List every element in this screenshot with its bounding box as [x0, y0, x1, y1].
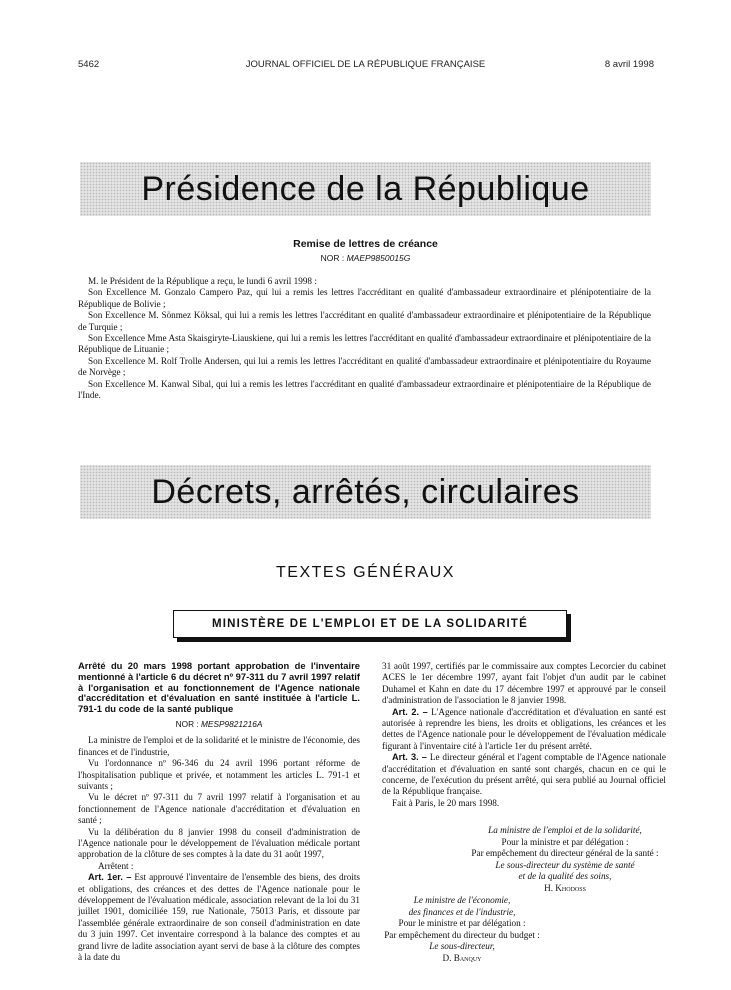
paragraph: Son Excellence M. Sönmez Köksal, qui lui a remis les lettres l'accréditant en qualité d'ambassadeur extraordinaire et plénipotentiaire de la République de Turquie ;	[78, 310, 651, 332]
presidence-title: Remise de lettres de créance	[293, 238, 438, 250]
ministry-title: MINISTÈRE DE L'EMPLOI ET DE LA SOLIDARITÉ	[211, 618, 529, 630]
nor-value: MAEP9850015G	[346, 253, 411, 263]
arrete-right-column	[382, 661, 666, 809]
paragraph: M. le Président de la République a reçu, le lundi 6 avril 1998 :	[88, 276, 317, 286]
paragraph: Vu l'ordonnance nº 96-346 du 24 avril 1996 portant réforme de l'hospitalisation publique et privée, et notamment les articles L. 791-1 et suivants ;	[78, 758, 360, 792]
article-label: Art. 1er. –	[88, 872, 132, 883]
signature-line: Pour la ministre et par délégation :	[501, 836, 629, 847]
signature-block-1	[440, 825, 690, 895]
nor-value: MESP9821216A	[201, 718, 263, 729]
journal-title: JOURNAL OFFICIEL DE LA RÉPUBLIQUE FRANÇAISE	[245, 59, 486, 70]
presidence-body	[78, 276, 651, 401]
paragraph: Vu la délibération du 8 janvier 1998 du conseil d'administration de l'Agence nationale pour le développement de l'évaluation médicale portant approbation de la clôture de ses comptes à la date du 31 août 1997,	[78, 826, 360, 860]
signature-line: Le sous-directeur du système de santé	[495, 859, 635, 870]
paragraph: Son Excellence Mme Asta Skaisgiryte-Liauskiene, qui lui a remis les lettres l'accréditant en qualité d'ambassadeur extraordinaire et plénipotentiaire de la République de Lituanie ;	[78, 333, 651, 355]
article-text: Est approuvé l'inventaire de l'ensemble des biens, des droits et obligations, des créances et des dettes de l'Agence nationale pour le développement de l'évaluation médicale, association relevant de la loi du 31 juillet 1901, domiciliée 159, rue Nationale, 75013 Paris, et dissoute par l'assemblée générale extraordinaire de son conseil d'administration en date du 3 juin 1997. Cet inventaire correspond à la balance des comptes et au grand livre de ladite association ayant servi de base à la clôture des comptes à la date du	[78, 872, 360, 963]
paragraph: La ministre de l'emploi et de la solidarité et le ministre de l'économie, des finances et de l'industrie,	[78, 735, 360, 757]
signature-line: Par empêchement du directeur général de la santé :	[471, 848, 659, 859]
decrets-banner	[80, 465, 651, 519]
article-1	[78, 872, 360, 963]
signature-line: Le sous-directeur,	[429, 941, 495, 952]
presidence-nor	[0, 253, 731, 263]
article-text: L'Agence nationale d'accréditation et d'évaluation en santé est autorisée à reprendre les biens, les droits et obligations, les créances et les dettes de l'Agence nationale pour le développement de l'évaluation médicale figurant à l'inventaire cité à l'article 1er du présent arrêté.	[382, 706, 667, 751]
arrete-title: Arrêté du 20 mars 1998 portant approbation de l'inventaire mentionné à l'article 6 du décret nº 97-311 du 7 avril 1997 relatif à l'organisation et au fonctionnement de l'Agence nationale d'accréditation et d'évaluation en santé instituée à l'article L. 791-1 du code de la santé publique	[78, 660, 360, 715]
paragraph: Son Excellence M. Rolf Trolle Andersen, qui lui a remis les lettres l'accréditant en qualité d'ambassadeur extraordinaire et plénipotentiaire du Royaume de Norvège ;	[78, 355, 651, 378]
ministry-box	[173, 610, 567, 638]
article-label: Art. 2. –	[392, 706, 428, 717]
signature-line: La ministre de l'emploi et de la solidarité,	[488, 825, 642, 835]
signature-line: et de la qualité des soins,	[518, 871, 612, 882]
article-2	[382, 707, 666, 753]
signature-line: Par empêchement du directeur du budget :	[384, 929, 540, 940]
signature-line: Pour le ministre et par délégation :	[398, 918, 526, 929]
nor-label: NOR :	[175, 718, 199, 729]
article-text: Le directeur général et l'agent comptable de l'Agence nationale d'accréditation et d'évaluation en santé sont chargés, chacun en ce qui le concerne, de l'exécution du présent arrêté, qui sera publié au Journal officiel de la République française.	[382, 752, 667, 797]
arrete-nor	[78, 719, 360, 730]
fait-a-paris: Fait à Paris, le 20 mars 1998.	[392, 797, 500, 808]
nor-label: NOR :	[320, 253, 345, 263]
presidence-banner	[80, 162, 651, 216]
page-number: 5462	[78, 59, 100, 70]
arrete-left-column	[78, 661, 360, 964]
signatory-name: D. Banquy	[442, 952, 482, 963]
decrets-banner-text: Décrets, arrêtés, circulaires	[151, 472, 580, 511]
article-label: Art. 3. –	[392, 752, 427, 763]
paragraph: Son Excellence M. Gonzalo Campero Paz, qui lui a remis les lettres l'accréditant en qualité d'ambassadeur extraordinaire et plénipotentiaire de la République de Bolivie ;	[78, 287, 651, 309]
signature-line: Le ministre de l'économie,	[413, 895, 511, 905]
signature-line: des finances et de l'industrie,	[408, 906, 516, 917]
signatory-name: H. Khodoss	[544, 882, 586, 893]
presidence-banner-text: Présidence de la République	[141, 169, 590, 208]
paragraph: 31 août 1997, certifiés par le commissaire aux comptes Lecorcier du cabinet ACES le 1er décembre 1997, ayant fait l'objet d'un audit par le cabinet Duhamel et Kahn en date du 17 décembre 1997 et approuvé par le conseil d'administration de l'association le 8 janvier 1998.	[382, 661, 666, 706]
section-heading: TEXTES GÉNÉRAUX	[276, 564, 455, 581]
issue-date: 8 avril 1998	[604, 59, 654, 70]
paragraph: Vu le décret nº 97-311 du 7 avril 1997 relatif à l'organisation et au fonctionnement de l'Agence nationale d'accréditation et d'évaluation en santé ;	[78, 792, 360, 826]
article-3	[382, 752, 666, 798]
signature-block-2	[372, 895, 552, 965]
paragraph: Son Excellence M. Kanwal Sibal, qui lui a remis les lettres l'accréditant en qualité d'ambassadeur extraordinaire et plénipotentiaire de la République de l'Inde.	[78, 378, 651, 401]
arretent: Arrêtent :	[98, 860, 134, 871]
